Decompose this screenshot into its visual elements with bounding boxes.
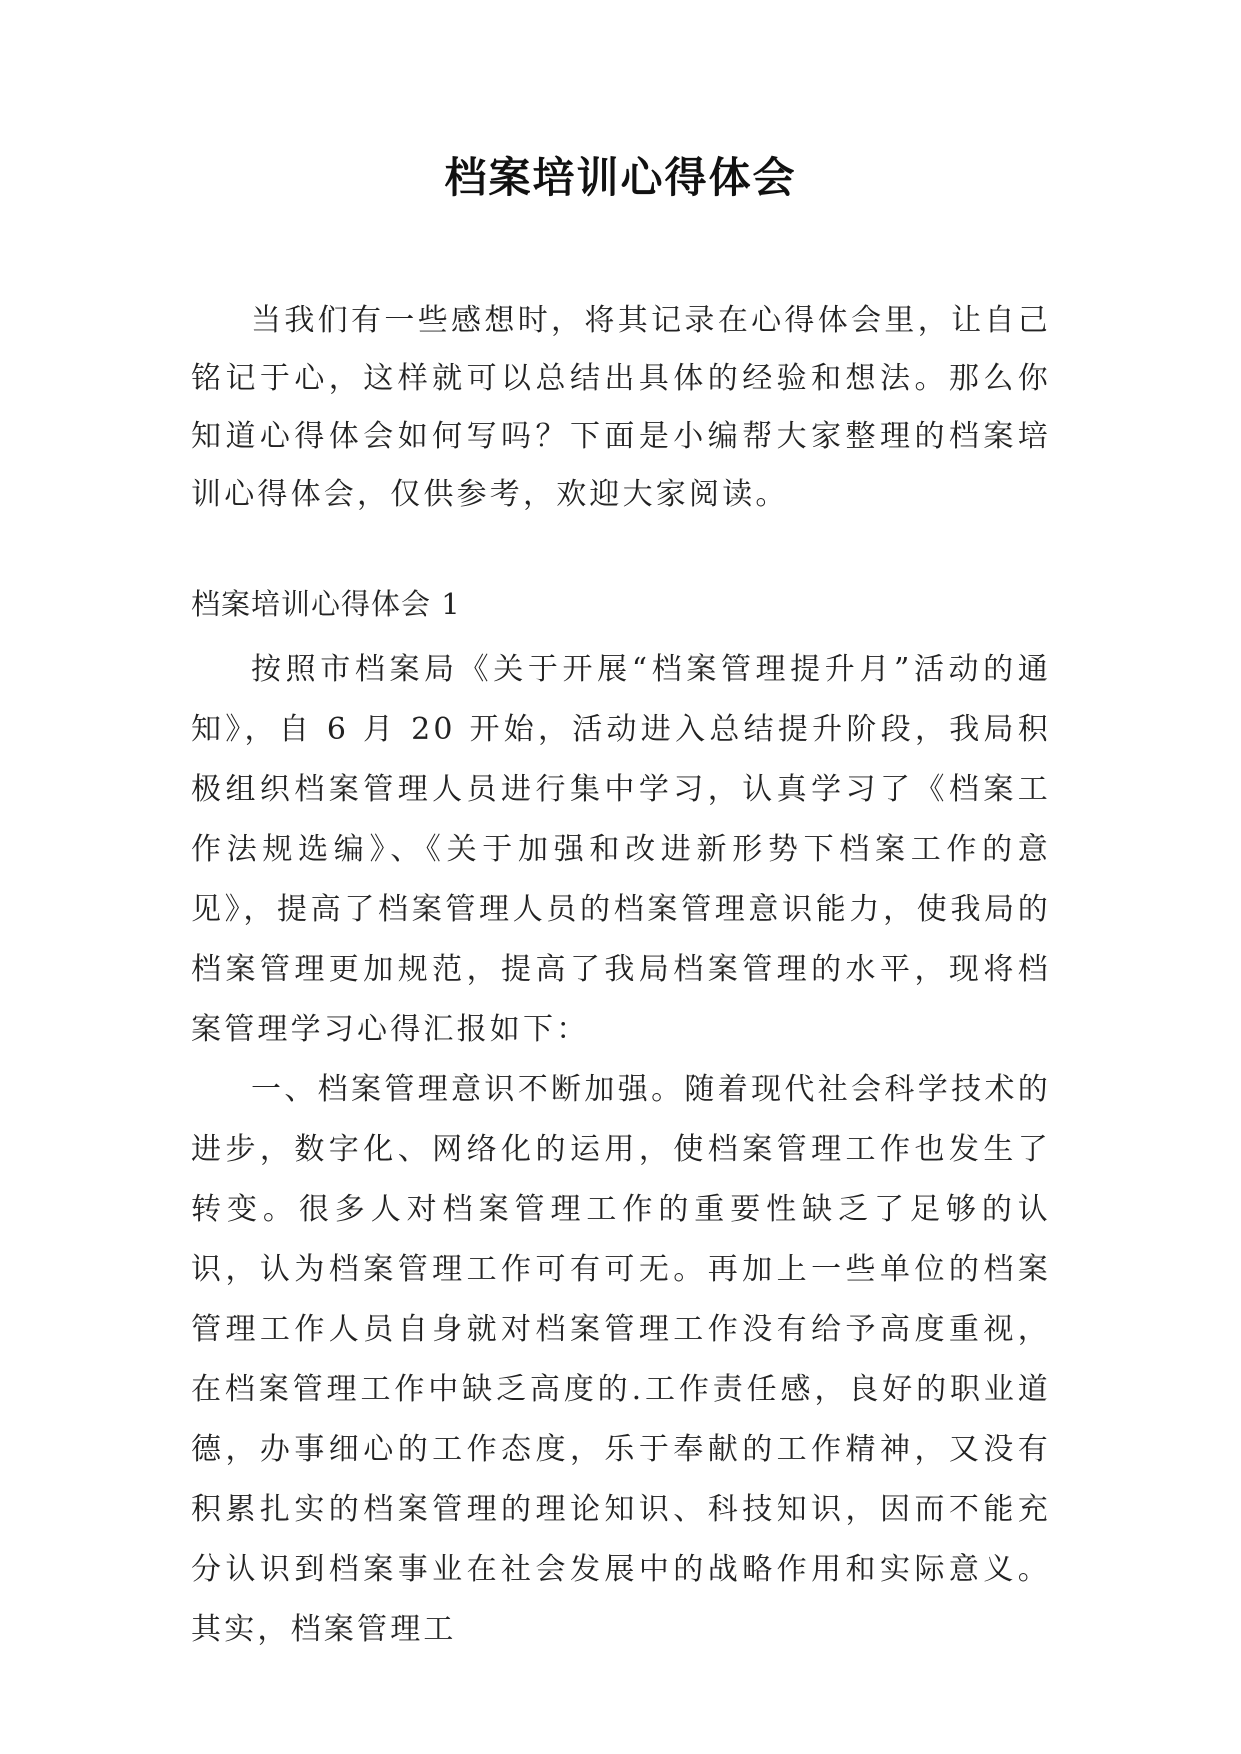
intro-paragraph — [191, 292, 1051, 524]
document-title: 档案培训心得体会 — [444, 153, 797, 202]
section-body — [191, 640, 1051, 1660]
body-paragraph: 按照市档案局《关于开展“档案管理提升月”活动的通知》，自 6 月 20 开始，活动进入总结提升阶段，我局积极组织档案管理人员进行集中学习，认真学习了《档案工作法规选编》、《关于加强和改进新形势下档案工作的意见》，提高了档案管理人员的档案管理意识能力，使我局的档案管理更加规范，提高了我局档案管理的水平，现将档案管理学习心得汇报如下： — [191, 652, 1051, 1047]
section-heading: 档案培训心得体会 1 — [191, 587, 461, 621]
intro-text: 当我们有一些感想时，将其记录在心得体会里，让自己铭记于心，这样就可以总结出具体的经验和想法。那么你知道心得体会如何写吗？下面是小编帮大家整理的档案培训心得体会，仅供参考，欢迎大家阅读。 — [191, 303, 1051, 512]
body-paragraph: 一、档案管理意识不断加强。随着现代社会科学技术的进步，数字化、网络化的运用，使档案管理工作也发生了转变。很多人对档案管理工作的重要性缺乏了足够的认识，认为档案管理工作可有可无。再加上一些单位的档案管理工作人员自身就对档案管理工作没有给予高度重视，在档案管理工作中缺乏高度的.工作责任感，良好的职业道德，办事细心的工作态度，乐于奉献的工作精神，又没有积累扎实的档案管理的理论知识、科技知识，因而不能充分认识到档案事业在社会发展中的战略作用和实际意义。其实，档案管理工 — [191, 1072, 1051, 1647]
